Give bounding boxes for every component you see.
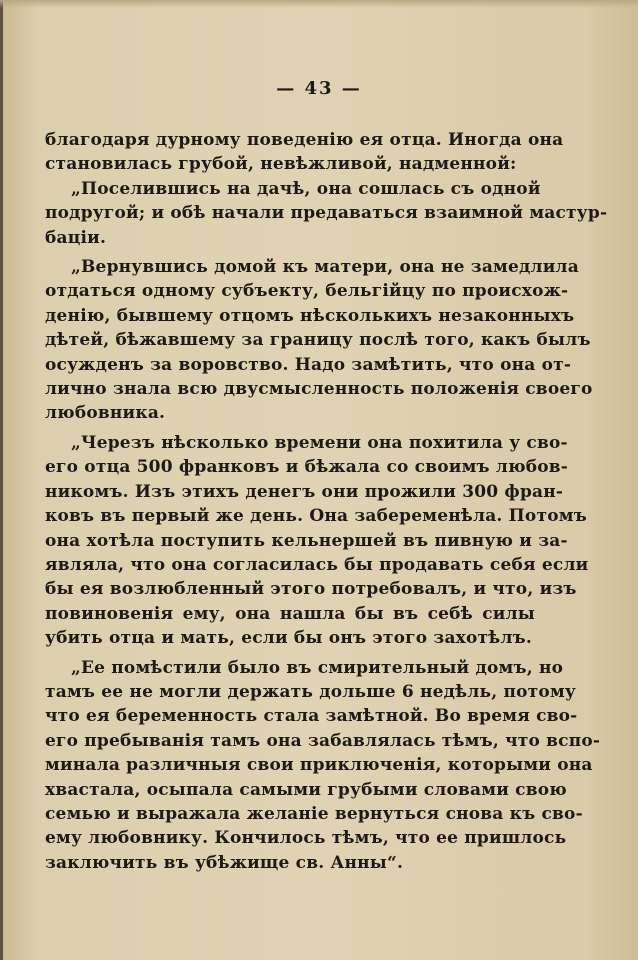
text-line: ковъ въ первый же день. Она забеременѣла. Потомъ (45, 506, 587, 527)
text-line: являла, что она согласилась бы продавать себя если (45, 554, 589, 575)
text-line: осужденъ за воровство. Надо замѣтить, что она от- (45, 354, 572, 375)
paragraph (45, 656, 601, 876)
text-line: дѣтей, бѣжавшему за границу послѣ того, какъ былъ (45, 330, 591, 351)
page-number: — 43 — (276, 78, 362, 99)
text-line: денію, бывшему отцомъ нѣсколькихъ незаконныхъ (45, 305, 575, 326)
body-text (45, 128, 608, 875)
text-line: семью и выражала желаніе вернуться снова къ сво- (45, 803, 583, 824)
text-line: „Поселившись на дачѣ, она сошлась съ одной (71, 178, 541, 199)
paragraph (45, 177, 608, 250)
text-line: отдаться одному субъекту, бельгійцу по происхож- (45, 281, 569, 302)
text-line: благодаря дурному поведенію ея отца. Иногда она (45, 130, 564, 150)
text-line: подругой; и обѣ начали предаваться взаимной мастур- (45, 203, 608, 224)
text-line: его отца 500 франковъ и бѣжала со своимъ любов- (45, 457, 569, 478)
text-line: „Черезъ нѣсколько времени она похитила у сво- (71, 432, 568, 453)
page-top-shadow (0, 0, 638, 8)
text-line: его пребыванія тамъ она забавлялась тѣмъ, что вспо- (45, 730, 601, 751)
text-line: минала различныя свои приключенія, которыми она (45, 755, 593, 776)
text-line: хвастала, осыпала самыми грубыми словами свою (45, 779, 567, 800)
text-line: лично знала всю двусмысленность положенія своего (45, 379, 593, 400)
paragraph (45, 255, 593, 426)
text-line: что ея беременность стала замѣтной. Во время сво- (45, 706, 578, 727)
text-line: „Ее помѣстили было въ смирительный домъ, но (71, 657, 564, 678)
text-line: убить отца и мать, если бы онъ этого захотѣлъ. (45, 628, 532, 649)
paragraph (45, 431, 589, 651)
text-line: баціи. (45, 227, 107, 248)
page-left-edge (0, 0, 3, 960)
text-line: повиновенія ему, она нашла бы въ себѣ силы (45, 603, 535, 624)
text-line: никомъ. Изъ этихъ денегъ они прожили 300 фран- (45, 481, 564, 502)
text-line: тамъ ее не могли держать дольше 6 недѣль, потому (45, 681, 576, 702)
text-line: „Вернувшись домой къ матери, она не замедлила (71, 257, 579, 278)
paragraph (45, 128, 564, 177)
text-line: бы ея возлюбленный этого потребовалъ, и что, изъ (45, 579, 577, 600)
text-line: ему любовнику. Кончилось тѣмъ, что ее пришлось (45, 828, 567, 849)
text-line: заключить въ убѣжище св. Анны“. (45, 852, 404, 873)
text-line: становилась грубой, невѣжливой, надменной: (45, 154, 517, 175)
text-line: любовника. (45, 403, 166, 424)
text-line: она хотѣла поступить кельнершей въ пивную и за- (45, 530, 568, 551)
